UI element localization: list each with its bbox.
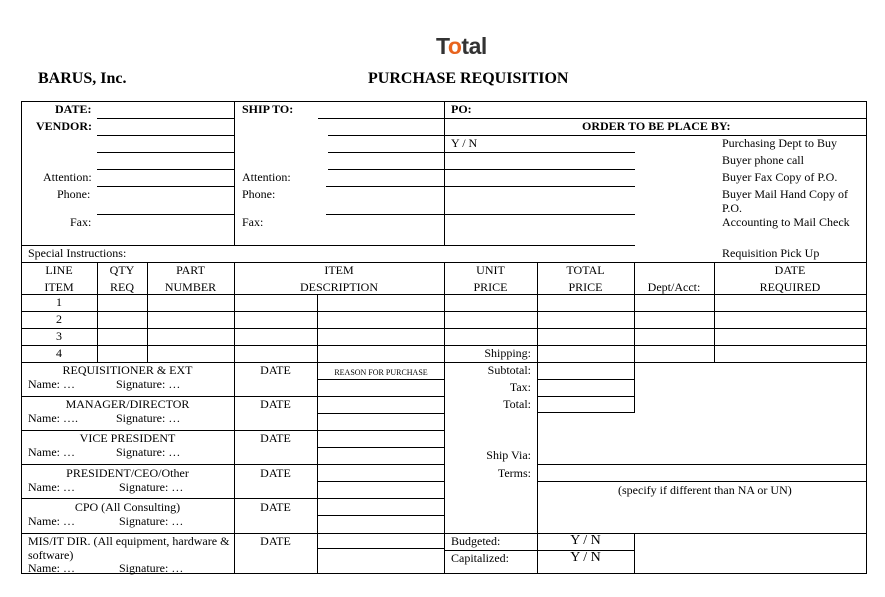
col-line: LINE <box>45 263 73 277</box>
line-number: 1 <box>56 295 62 309</box>
mis-date: DATE <box>260 534 291 548</box>
approval-title: MANAGER/DIRECTOR <box>65 397 190 411</box>
line-number: 3 <box>56 329 62 343</box>
budgeted-label: Budgeted: <box>451 534 501 548</box>
approval-date: DATE <box>260 363 291 377</box>
mis-title-cont: software) <box>28 548 74 562</box>
mis-signature: Signature: … <box>119 561 184 575</box>
mis-title: MIS/IT DIR. (All equipment, hardware & <box>28 534 230 548</box>
po-label: PO: <box>451 102 472 116</box>
form-title: PURCHASE REQUISITION <box>368 70 569 87</box>
approval-title: CPO (All Consulting) <box>74 500 181 514</box>
approval-name: Name: … <box>28 377 75 391</box>
approval-title: REQUISITIONER & EXT <box>62 363 193 377</box>
col-number: NUMBER <box>164 280 217 294</box>
reason-label: REASON FOR PURCHASE <box>334 368 428 377</box>
col-dept: Dept/Acct: <box>647 280 701 294</box>
order-option: Accounting to Mail Check <box>722 215 850 229</box>
logo-letter: l <box>480 33 487 59</box>
budgeted-yn: Y / N <box>570 533 601 548</box>
logo-letter: o <box>447 33 462 59</box>
ship-to-label: SHIP TO: <box>242 102 294 116</box>
col-item: ITEM <box>44 280 74 294</box>
col-unit-price: PRICE <box>473 280 508 294</box>
logo-letter: T <box>436 33 448 59</box>
approval-signature: Signature: … <box>119 480 184 494</box>
order-option: Buyer Mail Hand Copy of <box>722 187 848 201</box>
col-total: TOTAL <box>566 263 605 277</box>
order-option: Requisition Pick Up <box>722 246 820 260</box>
date-label: DATE: <box>55 102 92 116</box>
col-total-price: PRICE <box>568 280 603 294</box>
approval-signature: Signature: … <box>116 445 181 459</box>
po-yn: Y / N <box>451 136 478 150</box>
approval-name: Name: … <box>28 480 75 494</box>
total-logo <box>436 33 487 59</box>
approval-name: Name: …. <box>28 411 78 425</box>
approval-date: DATE <box>260 500 291 514</box>
approval-title: PRESIDENT/CEO/Other <box>66 466 189 480</box>
col-date: DATE <box>774 263 806 277</box>
mis-name: Name: … <box>28 561 75 575</box>
approval-signature: Signature: … <box>116 411 181 425</box>
order-option: P.O. <box>722 201 743 215</box>
ship-phone-label: Phone: <box>242 187 276 201</box>
line-number: 2 <box>56 312 62 326</box>
approval-signature: Signature: … <box>116 377 181 391</box>
company-name: BARUS, Inc. <box>38 70 127 87</box>
approval-title: VICE PRESIDENT <box>79 431 176 445</box>
col-qty: QTY <box>109 263 135 277</box>
ship-via-label: Ship Via: <box>486 448 531 462</box>
approval-date: DATE <box>260 397 291 411</box>
approval-name: Name: … <box>28 514 75 528</box>
attention-label: Attention: <box>43 170 92 184</box>
phone-label: Phone: <box>57 187 91 201</box>
order-option: Buyer phone call <box>722 153 804 167</box>
order-place-by-label: ORDER TO BE PLACE BY: <box>582 119 731 133</box>
col-part: PART <box>176 263 205 277</box>
col-item-desc: ITEM <box>324 263 354 277</box>
logo-letter: t <box>461 33 469 59</box>
terms-note: (specify if different than NA or UN) <box>618 483 792 497</box>
vendor-label: VENDOR: <box>36 119 92 133</box>
approval-signature: Signature: … <box>119 514 184 528</box>
subtotal-label: Subtotal: <box>487 363 531 377</box>
approval-date: DATE <box>260 431 291 445</box>
logo-letter: a <box>468 33 481 59</box>
order-option: Buyer Fax Copy of P.O. <box>722 170 838 184</box>
approval-name: Name: … <box>28 445 75 459</box>
capitalized-yn: Y / N <box>570 550 601 565</box>
terms-label: Terms: <box>497 466 531 480</box>
order-option: Purchasing Dept to Buy <box>722 136 837 150</box>
col-description: DESCRIPTION <box>299 280 378 294</box>
col-date-required: REQUIRED <box>759 280 821 294</box>
ship-attention-label: Attention: <box>242 170 291 184</box>
approval-date: DATE <box>260 466 291 480</box>
special-instructions-label: Special Instructions: <box>28 246 127 260</box>
shipping-label: Shipping: <box>484 346 531 360</box>
col-req: REQ <box>110 280 134 294</box>
fax-label: Fax: <box>70 215 92 229</box>
line-number: 4 <box>56 346 62 360</box>
ship-fax-label: Fax: <box>242 215 264 229</box>
capitalized-label: Capitalized: <box>451 551 509 565</box>
col-unit: UNIT <box>476 263 505 277</box>
tax-label: Tax: <box>509 380 531 394</box>
total-label: Total: <box>503 397 531 411</box>
